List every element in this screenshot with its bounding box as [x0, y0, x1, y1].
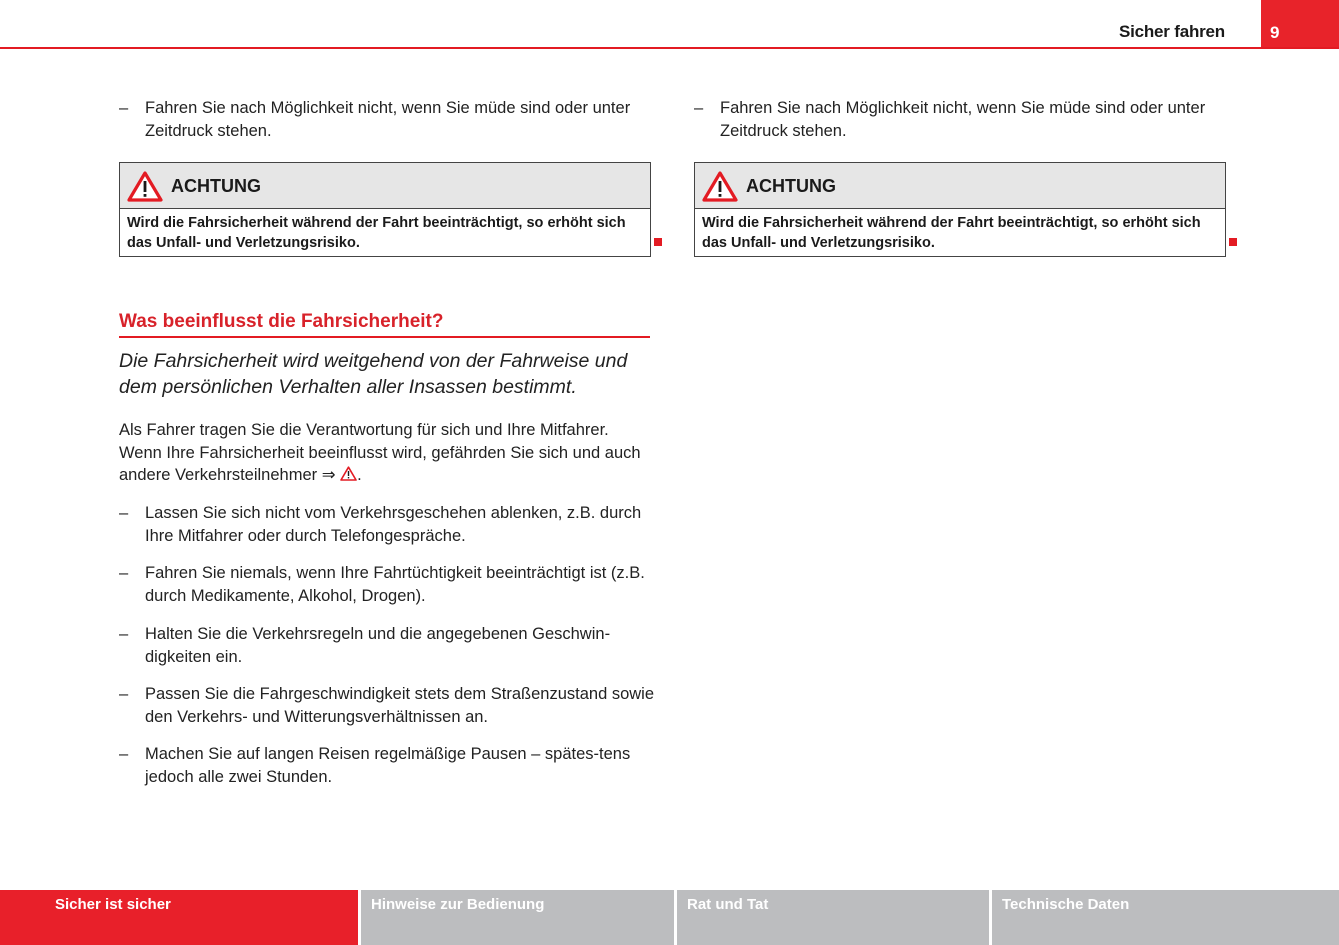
warning-box: [119, 162, 651, 257]
list-item: [119, 562, 675, 607]
dash-bullet: –: [119, 685, 129, 703]
list-item-text: Lassen Sie sich nicht vom Verkehrsgeschehen ablenken, z.B. durch Ihre Mitfahrer oder durch Telefongespräche.: [145, 504, 642, 545]
header-divider: [0, 47, 1339, 49]
footer-tab-sicher-ist-sicher[interactable]: [0, 890, 358, 945]
warning-triangle-icon: [127, 171, 163, 202]
warning-title: ACHTUNG: [746, 176, 836, 196]
section-paragraph: [119, 419, 654, 487]
footer-tab-label: Hinweise zur Bedienung: [371, 896, 545, 913]
warning-triangle-icon: [702, 171, 738, 202]
footer-tab-hinweise-zur-bedienung[interactable]: [361, 890, 674, 945]
list-item-text: Machen Sie auf langen Reisen regelmäßige Pausen – spätes-tens jedoch alle zwei Stunden.: [145, 745, 631, 786]
footer-tab-label: Sicher ist sicher: [55, 896, 171, 913]
warning-reference-icon[interactable]: [340, 466, 357, 481]
list-item: [119, 683, 675, 728]
warning-box: [694, 162, 1226, 257]
warning-text: Wird die Fahrsicherheit während der Fahrt beeinträchtigt, so erhöht sich das Unfall- und Verletzungsrisiko.: [702, 215, 1201, 251]
warning-header: [120, 163, 650, 209]
warning-text: Wird die Fahrsicherheit während der Fahrt beeinträchtigt, so erhöht sich das Unfall- und Verletzungsrisiko.: [127, 215, 626, 251]
section-header-title: Sicher fahren: [1118, 22, 1225, 41]
paragraph-text: Als Fahrer tragen Sie die Verantwortung für sich und Ihre Mitfahrer. Wenn Ihre Fahrsicherheit beeinflusst wird, gefährden Sie sich und auch andere Verkehrsteilnehmer ⇒: [119, 421, 641, 484]
list-item-text: Fahren Sie nach Möglichkeit nicht, wenn Sie müde sind oder unter Zeitdruck stehen.: [720, 99, 1206, 140]
page-number: 9: [1270, 23, 1280, 42]
list-item: [119, 623, 675, 668]
footer-tab-label: Rat und Tat: [687, 896, 769, 913]
dash-bullet: –: [119, 504, 129, 522]
dash-bullet: –: [694, 99, 704, 117]
footer-navigation: [0, 890, 1339, 945]
warning-header: [695, 163, 1225, 209]
end-marker: [1229, 238, 1237, 246]
warning-title: ACHTUNG: [171, 176, 261, 196]
list-item-text: Passen Sie die Fahrgeschwindigkeit stets dem Straßenzustand sowie den Verkehrs- und Witterungsverhältnissen an.: [145, 685, 655, 726]
footer-tab-technische-daten[interactable]: [992, 890, 1339, 945]
list-item-text: Fahren Sie nach Möglichkeit nicht, wenn Sie müde sind oder unter Zeitdruck stehen.: [145, 99, 631, 140]
dash-bullet: –: [119, 625, 129, 643]
page-number-badge: [1261, 0, 1339, 48]
dash-bullet: –: [119, 564, 129, 582]
section-intro: Die Fahrsicherheit wird weitgehend von der Fahrweise und dem persönlichen Verhalten aller Insassen bestimmt.: [119, 350, 628, 398]
list-item: [119, 743, 665, 788]
dash-bullet: –: [119, 745, 129, 763]
list-item: [119, 502, 665, 547]
paragraph-end: .: [357, 466, 362, 484]
footer-tab-rat-und-tat[interactable]: [677, 890, 989, 945]
list-item-text: Fahren Sie niemals, wenn Ihre Fahrtüchtigkeit beeinträchtigt ist (z.B. durch Medikamente, Alkohol, Drogen).: [145, 564, 645, 605]
end-marker: [654, 238, 662, 246]
list-item: [119, 97, 655, 142]
section-title: Was beeinflusst die Fahrsicherheit?: [119, 311, 650, 338]
list-item-text: Halten Sie die Verkehrsregeln und die angegebenen Geschwin-digkeiten ein.: [145, 625, 611, 666]
dash-bullet: –: [119, 99, 129, 117]
footer-tab-label: Technische Daten: [1002, 896, 1130, 913]
list-item: [694, 97, 1230, 142]
